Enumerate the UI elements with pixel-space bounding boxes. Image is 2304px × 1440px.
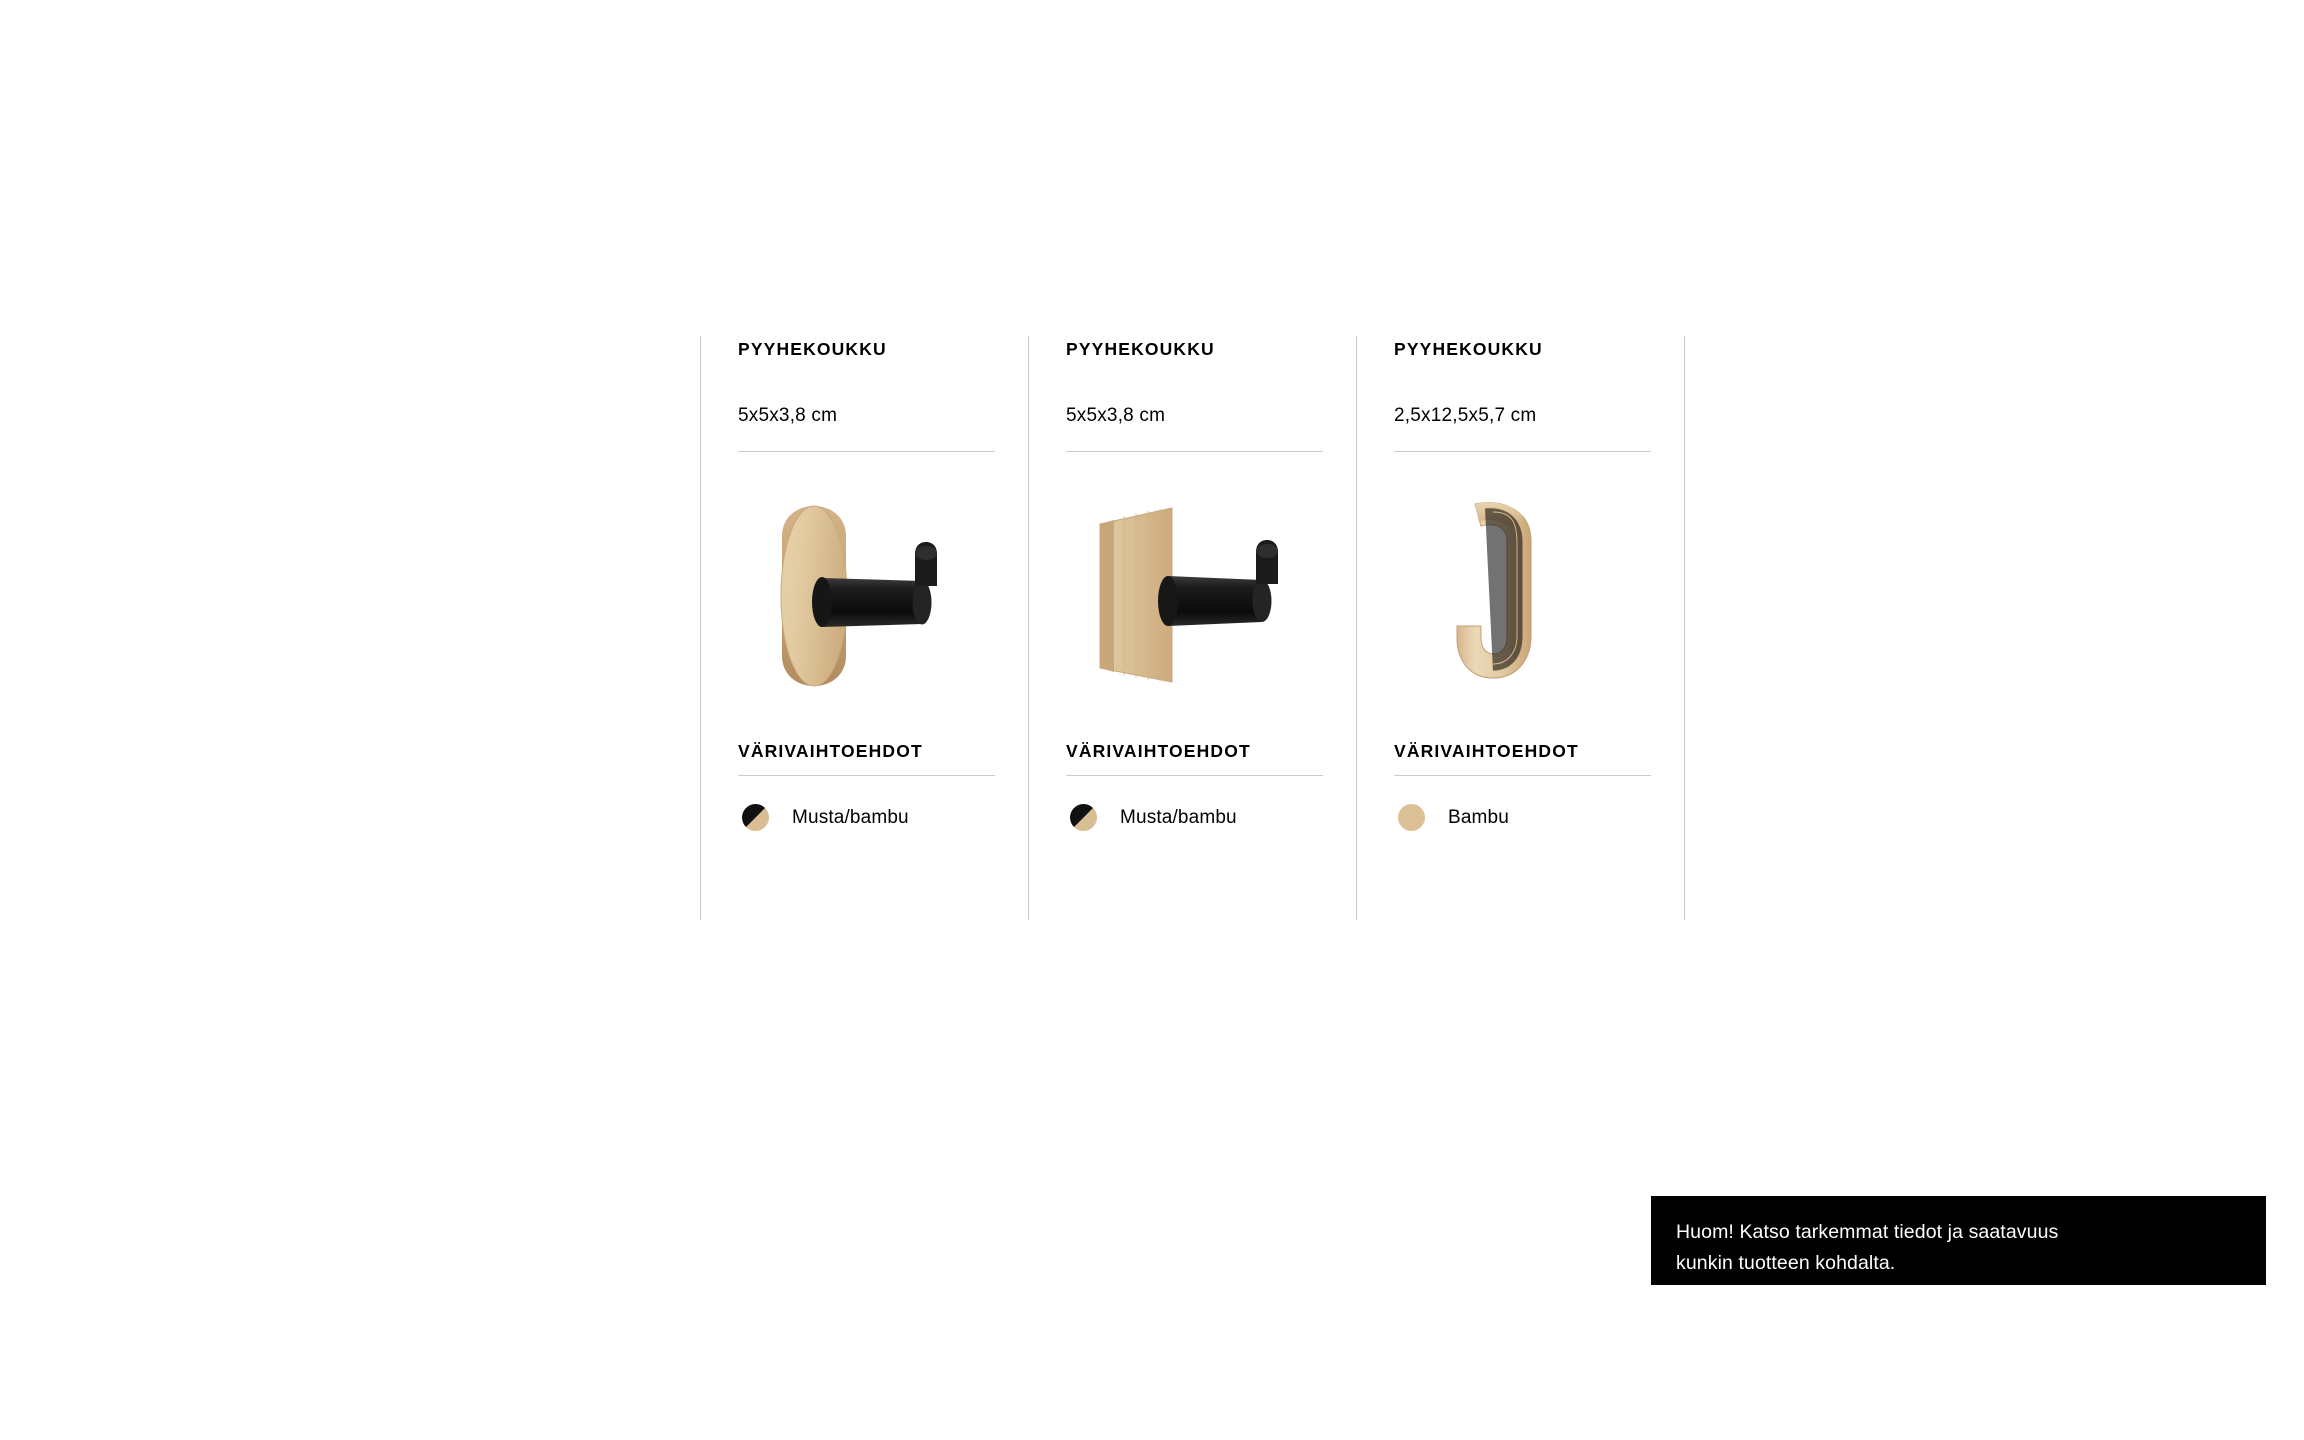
color-option-label: Bambu	[1448, 806, 1509, 828]
product-dimensions: 2,5x12,5x5,7 cm	[1394, 405, 1537, 426]
grid-trailing-rule	[1684, 336, 1686, 920]
product-comparison-grid	[700, 336, 1686, 920]
color-options-title: VÄRIVAIHTOEHDOT	[738, 741, 923, 761]
color-option-label: Musta/bambu	[1120, 806, 1237, 828]
color-option-row[interactable]	[1394, 804, 1651, 831]
divider	[738, 775, 995, 776]
color-swatch-icon	[1070, 804, 1097, 831]
divider	[1066, 775, 1323, 776]
color-options-title: VÄRIVAIHTOEHDOT	[1066, 741, 1251, 761]
footer-note-line-2: kunkin tuotteen kohdalta.	[1676, 1252, 1896, 1274]
color-option-row[interactable]	[738, 804, 995, 831]
product-image-square-bamboo-hook-black-peg	[1066, 452, 1323, 740]
product-title: PYYHEKOUKKU	[738, 339, 887, 359]
product-dimensions: 5x5x3,8 cm	[1066, 405, 1166, 426]
square-hook-icon	[1080, 496, 1310, 696]
footer-note-banner	[1651, 1196, 2266, 1285]
curved-hook-icon	[1423, 486, 1623, 706]
product-image-round-bamboo-hook-black-peg	[738, 452, 995, 740]
round-hook-icon	[752, 496, 982, 696]
color-swatch-icon	[742, 804, 769, 831]
product-dimensions: 5x5x3,8 cm	[738, 405, 838, 426]
color-options-title: VÄRIVAIHTOEHDOT	[1394, 741, 1579, 761]
color-option-label: Musta/bambu	[792, 806, 909, 828]
color-option-row[interactable]	[1066, 804, 1323, 831]
color-swatch-icon	[1398, 804, 1425, 831]
footer-note-line-1: Huom! Katso tarkemmat tiedot ja saatavuus	[1676, 1221, 2059, 1243]
product-card-3	[1356, 336, 1684, 920]
product-title: PYYHEKOUKKU	[1394, 339, 1543, 359]
product-card-1	[700, 336, 1028, 920]
product-card-2	[1028, 336, 1356, 920]
product-title: PYYHEKOUKKU	[1066, 339, 1215, 359]
divider	[1394, 775, 1651, 776]
product-image-curved-bamboo-hook	[1394, 452, 1651, 740]
